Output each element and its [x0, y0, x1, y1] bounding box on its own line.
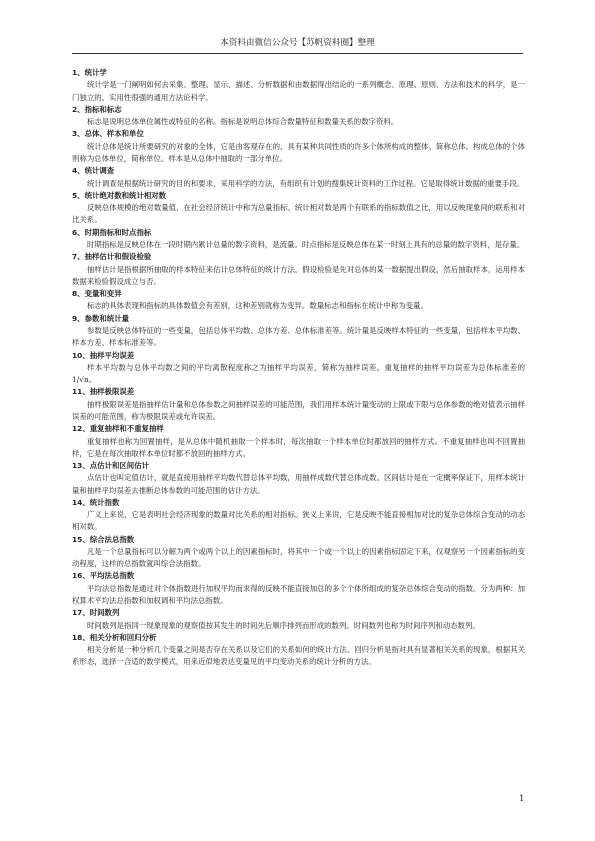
- section-title: 16、平均法总指数: [72, 571, 135, 581]
- section-8: [72, 288, 525, 313]
- section-body-end: 。: [88, 375, 97, 385]
- section-body: 抽样极限误差是指抽样估计量和总体参数之间抽样误差的可能范围，我们用样本统计量变动的上限或下限与总体参数的绝对值表示抽样误差的可能范围，称为极限误差或允许误差。: [72, 399, 525, 421]
- section-body: 标志的具体表现和指标的具体数值会有差别，这种差别就称为变异。数量标志和指标在统计中称为变量。: [87, 301, 428, 311]
- page-number: 1: [519, 794, 525, 804]
- section-body: 统计学是一门阐明如何去采集、整理、显示、描述、分析数据和由数据得出结论的一系列概念、原理、原则、方法和技术的科学，是一门独立的、实用性很强的通用方法论科学。: [72, 80, 525, 102]
- section-11: [72, 386, 525, 423]
- section-title: 18、相关分析和回归分析: [72, 632, 157, 642]
- section-title: 4、统计调查: [72, 166, 115, 176]
- section-6: [72, 227, 525, 252]
- section-12: [72, 423, 525, 460]
- section-body: 统计调查是根据统计研究的目的和要求，采用科学的方法，有组织有计划的搜集统计资料的工作过程。它是取得统计数据的重要手段。: [87, 178, 525, 188]
- section-16: [72, 570, 525, 607]
- section-1: [72, 67, 525, 104]
- section-4: [72, 165, 525, 190]
- section-title: 7、抽样估计和假设检验: [72, 252, 152, 262]
- section-title: 14、统计指数: [72, 497, 120, 507]
- section-10: [72, 350, 525, 387]
- section-body: 相关分析是一种分析几个变量之间是否存在关系以及它们的关系如何的统计方法。回归分析是指对具有显著相关关系的现象，根据其关系形态，选择一合适的数学模式，用来近似地表达变量见的平均变动关系的统计分析的方法。: [72, 645, 525, 667]
- section-title: 1、统计学: [72, 68, 107, 77]
- section-5: [72, 190, 525, 227]
- section-18: [72, 632, 525, 669]
- section-title: 8、变量和变异: [72, 289, 122, 299]
- document-body: [72, 67, 525, 669]
- section-title: 5、统计绝对数和统计相对数: [72, 190, 167, 200]
- section-title: 12、重复抽样和不重复抽样: [72, 424, 164, 434]
- section-7: [72, 251, 525, 288]
- section-2: [72, 104, 525, 129]
- section-body: 时期指标是反映总体在一段时期内累计总量的数字资料，是流量。时点指标是反映总体在某一时刻上具有的总量的数字资料，是存量。: [87, 240, 525, 250]
- section-body: [72, 362, 525, 386]
- section-body: 统计总体是统计所要研究的对象的全体，它是由客观存在的、具有某种共同性质的许多个体所构成的整体。简称总体。构成总体的个体则称为总体单位，简称单位。样本是从总体中抽取的一部分单位。: [72, 141, 525, 164]
- page-header: [72, 37, 523, 54]
- section-title: 13、点估计和区间估计: [72, 460, 150, 470]
- section-title: 11、抽样极限误差: [72, 387, 135, 397]
- section-body: 重复抽样也称为回置抽样，是从总体中随机抽取一个样本时，每次抽取一个样本单位时都放回的抽样方式。不重复抽样也叫不回置抽样，它是在每次抽取样本单位时都不放回的抽样方式。: [72, 436, 525, 458]
- section-title: 2、指标和标志: [72, 104, 122, 114]
- section-body: 标志是说明总体单位属性或特征的名称。指标是说明总体综合数量特征和数量关系的数字资料。: [87, 117, 399, 127]
- section-3: [72, 128, 525, 165]
- section-15: [72, 534, 525, 571]
- section-17: [72, 607, 525, 632]
- section-title: 3、总体、样本和单位: [72, 129, 144, 139]
- section-body: 点估计也叫定值估计，就是直接用抽样平均数代替总体平均数，用抽样成数代替总体成数。区间估计是在一定概率保证下，用样本统计量和抽样平均误差去推断总体参数的可能范围的估计方法。: [72, 473, 525, 495]
- section-9: [72, 313, 525, 350]
- section-body: 时间数列是指同一现象现象的观察值按其发生的时间先后顺序排列而形成的数列。时间数列也称为时间序列和动态数列。: [87, 620, 480, 630]
- section-title: 17、时间数列: [72, 608, 120, 618]
- sqrt-formula: 1/√n: [72, 375, 89, 385]
- section-body: 凡是一个总量指标可以分解为两个或两个以上的因素指标时，将其中一个或一个以上的因素指标固定下来，仅观察另一个因素指标的变动程度，这样的总指数就叫综合法指数。: [72, 546, 525, 569]
- header-text: 本资料由微信公众号【苏帆资料圈】整理: [220, 38, 375, 48]
- section-body: 广义上来说，它是表明社会经济现象的数量对比关系的相对指标。狭义上来说，它是反映不能直接相加对比的复杂总体综合变动的动态相对数。: [72, 510, 525, 532]
- section-title: 15、综合法总指数: [72, 534, 135, 544]
- section-14: [72, 497, 525, 534]
- section-body: 平均法总指数是通过对个体指数进行加权平均而求得的反映不能直接加总的多个个体所组成的复杂总体综合变动的指数。分为两种：加权算术平均法总指数和加权调和平均法总指数。: [72, 583, 525, 605]
- section-13: [72, 460, 525, 497]
- section-title: 9、参数和统计量: [72, 313, 130, 323]
- section-body: 抽样估计是指根据所抽取的样本特征来估计总体特征的统计方法。假设检验是先对总体的某一数据提出假设，然后抽取样本，运用样本数据来检验假设成立与否。: [72, 264, 525, 286]
- section-title: 6、时期指标和时点指标: [72, 227, 152, 237]
- section-title: 10、抽样平均误差: [72, 350, 135, 360]
- section-body-text: 样本平均数与总体平均数之间的平均离散程度称之为抽样平均误差，简称为抽样误差。重复抽样的抽样平均误差为总体标准差的: [87, 362, 525, 372]
- section-body: 参数是反映总体特征的一些变量，包括总体平均数、总体方差、总体标准差等。统计量是反映样本特征的一些变量，包括样本平均数、样本方差、样本标准差等。: [72, 326, 525, 348]
- section-body: 反映总体规模的绝对数量值，在社会经济统计中称为总量指标。统计相对数是两个有联系的指标数值之比，用以反映现象间的联系和对比关系。: [72, 203, 525, 225]
